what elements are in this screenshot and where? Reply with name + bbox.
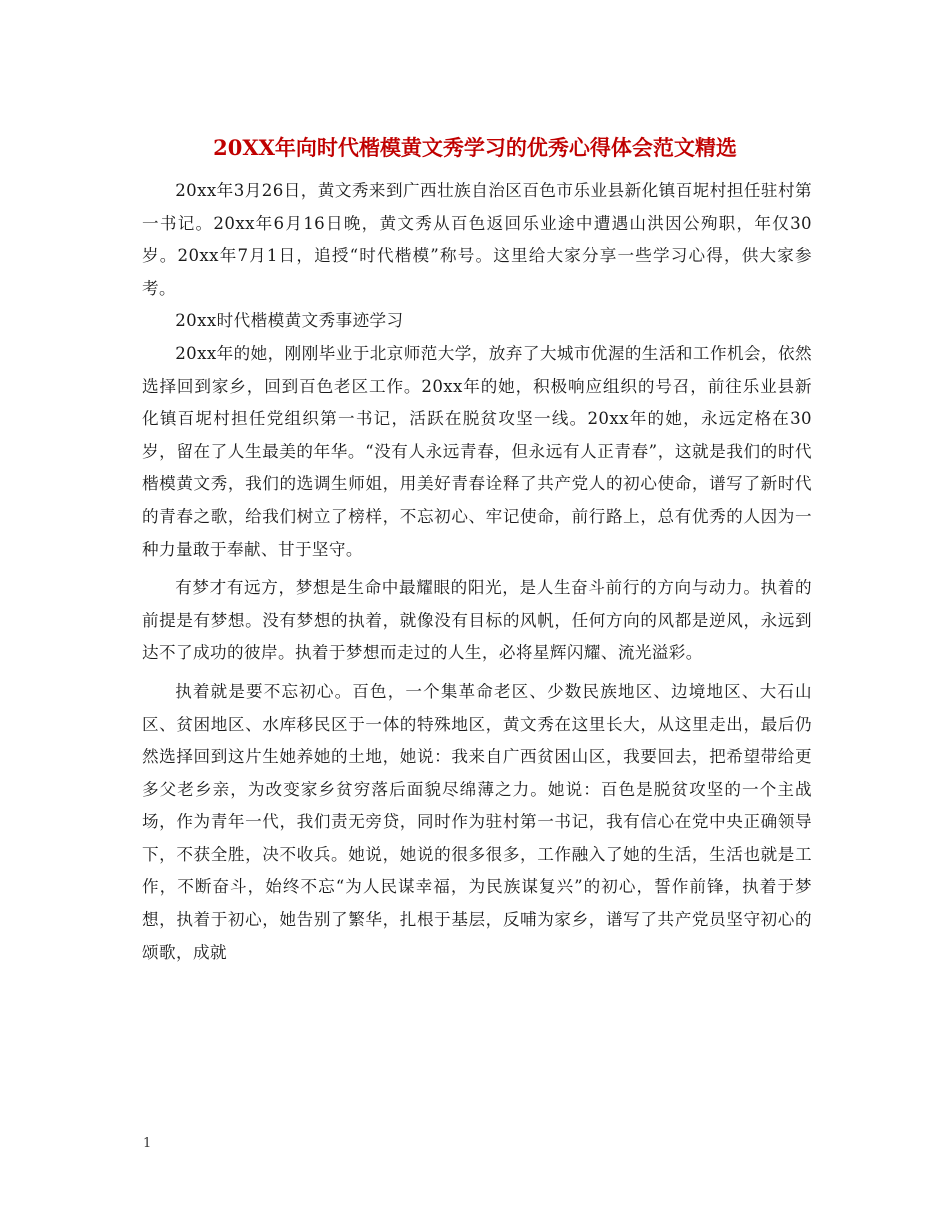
paragraph-intro: 20xx年3月26日，黄文秀来到广西壮族自治区百色市乐业县新化镇百坭村担任驻村第一书记。20xx年6月16日晚，黄文秀从百色返回乐业途中遭遇山洪因公殉职，年仅30岁。20xx年7月1日，追授“时代楷模”称号。这里给大家分享一些学习心得，供大家参考。 [142, 181, 812, 298]
paragraph-deeds: 20xx年的她，刚刚毕业于北京师范大学，放弃了大城市优渥的生活和工作机会，依然选择回到家乡，回到百色老区工作。20xx年的她，积极响应组织的号召，前往乐业县新化镇百坭村担任党组织第一书记，活跃在脱贫攻坚一线。20xx年的她，永远定格在30岁，留在了人生最美的年华。“没有人永远青春，但永远有人正青春”，这就是我们的时代楷模黄文秀，我们的选调生师姐，用美好青春诠释了共产党人的初心使命，谱写了新时代的青春之歌，给我们树立了榜样，不忘初心、牢记使命，前行路上，总有优秀的人因为一种力量敢于奉献、甘于坚守。 [142, 343, 812, 559]
paragraph-dream: 有梦才有远方，梦想是生命中最耀眼的阳光，是人生奋斗前行的方向与动力。执着的前提是有梦想。没有梦想的执着，就像没有目标的风帆，任何方向的风都是逆风，永远到达不了成功的彼岸。执着于梦想而走过的人生，必将星辉闪耀、流光溢彩。 [142, 578, 812, 663]
paragraph-original-aspiration: 执着就是要不忘初心。百色，一个集革命老区、少数民族地区、边境地区、大石山区、贫困地区、水库移民区于一体的特殊地区，黄文秀在这里长大，从这里走出，最后仍然选择回到这片生她养她的土地，她说：我来自广西贫困山区，我要回去，把希望带给更多父老乡亲，为改变家乡贫穷落后面貌尽绵薄之力。她说：百色是脱贫攻坚的一个主战场，作为青年一代，我们责无旁贷，同时作为驻村第一书记，我有信心在党中央正确领导下，不获全胜，决不收兵。她说，她说的很多很多，工作融入了她的生活，生活也就是工作，不断奋斗，始终不忘“为人民谋幸福，为民族谋复兴”的初心，誓作前锋，执着于梦想，执着于初心，她告别了繁华，扎根于基层，反哺为家乡，谱写了共产党员坚守初心的颂歌，成就 [142, 681, 812, 962]
document-title: 20XX年向时代楷模黄文秀学习的优秀心得体会范文精选 [213, 135, 737, 160]
section-heading: 20xx时代楷模黄文秀事迹学习 [175, 311, 404, 331]
document-body [142, 175, 812, 969]
page-number: 1 [143, 1136, 152, 1151]
